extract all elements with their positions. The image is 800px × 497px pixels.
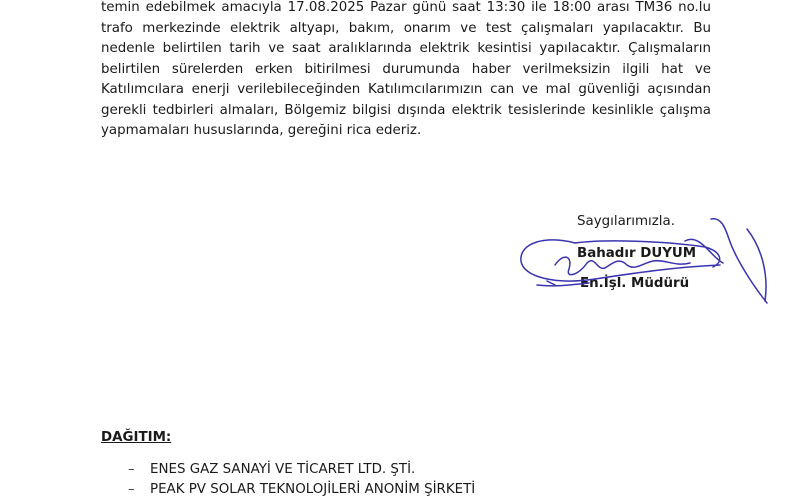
body-line: gerekli tedbirleri almaları, Bölgemiz bilgisi dışında elektrik tesislerinde kesinlikle çalışma <box>101 102 711 118</box>
distribution-item <box>128 482 475 497</box>
body-line: temin edebilmek amacıyla 17.08.2025 Pazar günü saat 13:30 ile 18:00 arası TM36 no.lu <box>101 0 711 15</box>
bullet-dash: – <box>128 462 135 477</box>
body-line: Katılımcılara enerji verilebileceğinden Katılımcılarımızın can ve mal güvenliği açısından <box>101 82 711 97</box>
distribution-heading: DAĞITIM: <box>101 430 172 445</box>
distribution-item-label: ENES GAZ SANAYİ VE TİCARET LTD. ŞTİ. <box>150 462 416 477</box>
signatory-name: Bahadır DUYUM <box>577 246 697 261</box>
body-line: belirtilen sürelerden erken bitirilmesi durumunda haber verilmeksizin ilgili hat ve <box>101 61 711 77</box>
signatory-title: En.İşl. Müdürü <box>580 276 690 291</box>
body-line: yapmamaları hususlarında, gereğini rica ederiz. <box>101 123 422 138</box>
closing-salutation: Saygılarımızla. <box>577 214 675 229</box>
body-line: trafo merkezinde elektrik altyapı, bakım, onarım ve test çalışmaları yapılacaktır. Bu <box>101 20 711 36</box>
distribution-item <box>128 462 415 477</box>
letter-body <box>101 0 711 142</box>
bullet-dash: – <box>128 482 135 497</box>
distribution-item-label: PEAK PV SOLAR TEKNOLOJİLERİ ANONİM ŞİRKETİ <box>150 482 476 497</box>
body-line: nedenle belirtilen tarih ve saat aralıklarında elektrik kesintisi yapılacaktır. Çalışmaların <box>101 41 711 56</box>
